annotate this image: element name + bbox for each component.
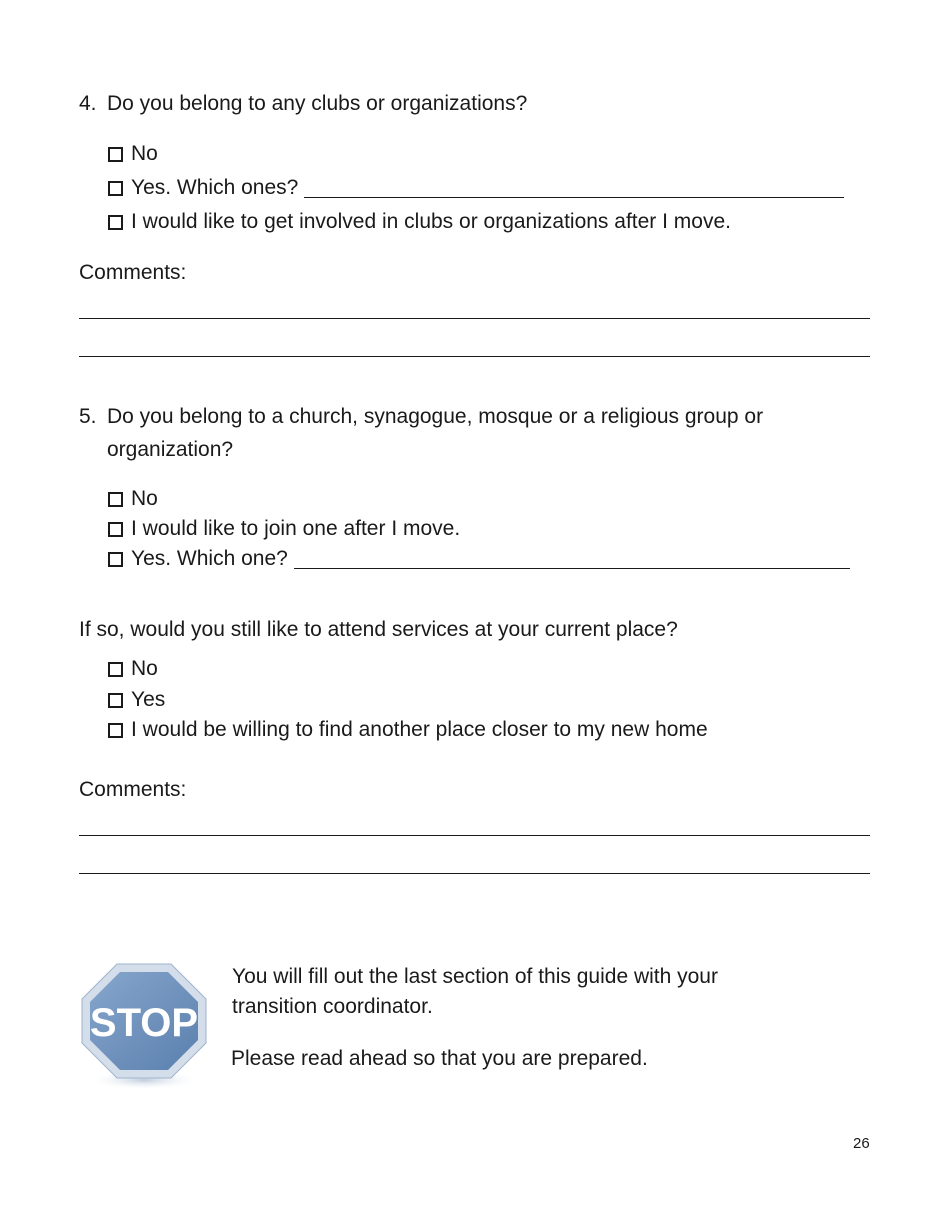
stop-text-line1: You will fill out the last section of this guide with your bbox=[232, 965, 718, 988]
comment-line[interactable] bbox=[79, 318, 870, 319]
comment-line[interactable] bbox=[79, 835, 870, 836]
option-label: Yes bbox=[131, 688, 166, 711]
question-4 bbox=[79, 92, 527, 116]
checkbox[interactable] bbox=[108, 552, 123, 567]
checkbox[interactable] bbox=[108, 147, 123, 162]
option-label: I would like to join one after I move. bbox=[131, 517, 461, 540]
q4-option-yes[interactable] bbox=[108, 176, 844, 200]
comments-label: Comments: bbox=[79, 778, 187, 801]
option-label: I would be willing to find another place closer to my new home bbox=[131, 718, 708, 741]
q5-option-no[interactable] bbox=[108, 487, 158, 511]
q4-option-no[interactable] bbox=[108, 142, 158, 166]
checkbox[interactable] bbox=[108, 662, 123, 677]
q4-option-later[interactable] bbox=[108, 210, 731, 234]
option-label: No bbox=[131, 657, 158, 680]
followup-question: If so, would you still like to attend services at your current place? bbox=[79, 618, 678, 641]
followup-option-other[interactable] bbox=[108, 718, 708, 742]
stop-sign bbox=[80, 962, 208, 1094]
option-label: Yes. Which ones? bbox=[131, 176, 299, 199]
comments-label: Comments: bbox=[79, 261, 187, 284]
q5-option-yes[interactable] bbox=[108, 547, 850, 571]
checkbox[interactable] bbox=[108, 522, 123, 537]
stop-text-line3: Please read ahead so that you are prepared. bbox=[231, 1047, 648, 1070]
checkbox[interactable] bbox=[108, 723, 123, 738]
option-label: No bbox=[131, 487, 158, 510]
comment-line[interactable] bbox=[79, 356, 870, 357]
checkbox[interactable] bbox=[108, 181, 123, 196]
option-label: No bbox=[131, 142, 158, 165]
stop-sign-icon bbox=[80, 962, 208, 1094]
fill-in-line[interactable] bbox=[294, 550, 850, 569]
option-label: Yes. Which one? bbox=[131, 547, 288, 570]
option-label: I would like to get involved in clubs or organizations after I move. bbox=[131, 210, 731, 233]
followup-option-yes[interactable] bbox=[108, 688, 165, 712]
stop-sign-text: STOP bbox=[89, 1001, 199, 1045]
comment-line[interactable] bbox=[79, 873, 870, 874]
page-number: 26 bbox=[853, 1135, 870, 1152]
question-number: 5. bbox=[79, 405, 97, 428]
checkbox[interactable] bbox=[108, 492, 123, 507]
question-text-cont: organization? bbox=[107, 438, 234, 461]
question-text: Do you belong to a church, synagogue, mosque or a religious group or bbox=[107, 405, 764, 428]
question-number: 4. bbox=[79, 92, 97, 115]
q5-option-join[interactable] bbox=[108, 517, 460, 541]
stop-text-line2: transition coordinator. bbox=[232, 995, 433, 1018]
question-5 bbox=[79, 405, 763, 429]
question-text: Do you belong to any clubs or organizations? bbox=[107, 92, 528, 115]
checkbox[interactable] bbox=[108, 215, 123, 230]
followup-option-no[interactable] bbox=[108, 657, 158, 681]
checkbox[interactable] bbox=[108, 693, 123, 708]
fill-in-line[interactable] bbox=[304, 179, 844, 198]
